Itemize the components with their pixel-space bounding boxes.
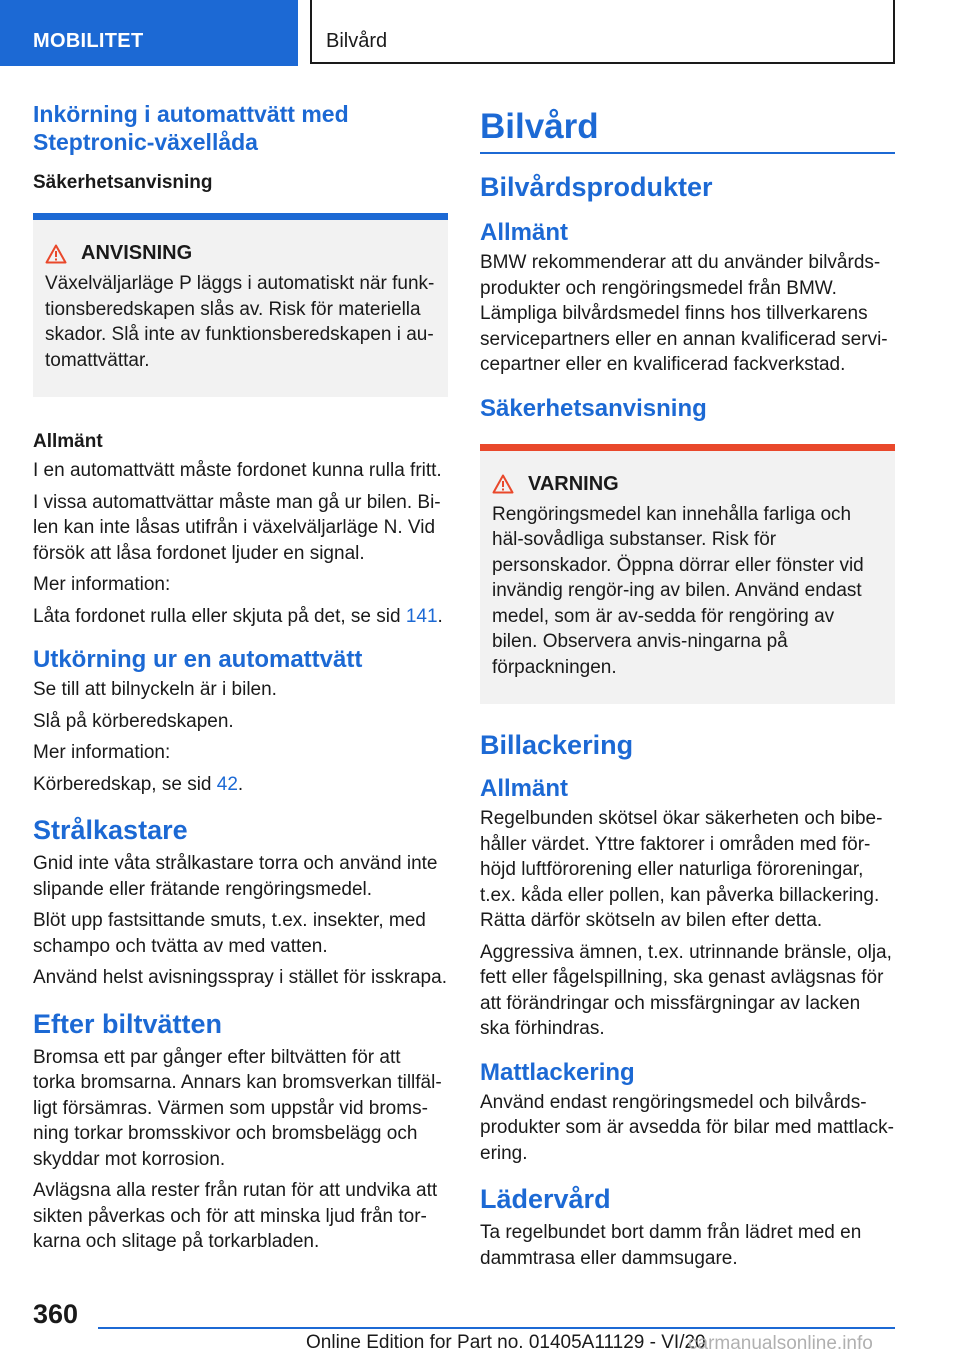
after-wash-paragraph-2: Avlägsna alla rester från rutan för att undvika att sikten påverkas och för att minska ljud från tor-karna och slitage på torkarbladen. <box>33 1180 438 1252</box>
leather-heading: Lädervård <box>480 1184 611 1214</box>
warning-text: Rengöringsmedel kan innehålla farliga och häl-sovådliga substanser. Risk för personskador. Öppna dörrar eller fönster vid invändig rengör-ing av bilen. Använd endast medel, som är av-sedda för rengöring av bilen. Observera anvis-ningarna på förpackningen. <box>492 503 864 678</box>
caution-triangle-icon <box>45 244 67 264</box>
section-heading-carwash-entry: Inkörning i automattvätt med Steptronic-växellåda <box>33 101 349 155</box>
exit-heading: Utkörning ur en automattvätt <box>33 646 363 673</box>
paint-general-heading: Allmänt <box>480 775 569 802</box>
page-footer <box>0 1295 960 1362</box>
products-general-paragraph: BMW rekommenderar att du använder bilvårds-produkter och rengöringsmedel från BMW. Lämpliga bilvårdsmedel finns hos tillverkarens servicepartners eller en annan kvalificerad servi-cepartner eller en kvalificerad fackverkstad. <box>480 252 888 375</box>
footer-divider <box>98 1327 895 1329</box>
general-paragraph-2: I vissa automattvättar måste man gå ur bilen. Bi-len kan inte låsas utifrån i växelväljarläge N. Vid försök att låsa fordonet ljuder en signal. <box>33 491 441 564</box>
exit-paragraph-2: Slå på körberedskapen. <box>33 710 234 732</box>
edition-text: Online Edition for Part no. 01405A11129 - VI/20 <box>306 1332 706 1353</box>
safety-heading-right: Säkerhetsanvisning <box>480 394 707 422</box>
products-general-heading: Allmänt <box>480 219 569 246</box>
headlights-heading: Strålkastare <box>33 815 188 845</box>
general-reference: Låta fordonet rulla eller skjuta på det, se sid 141. <box>33 605 443 627</box>
warning-triangle-icon <box>492 474 514 494</box>
exit-paragraph-1: Se till att bilnyckeln är i bilen. <box>33 679 277 700</box>
exit-reference: Körberedskap, se sid 42. <box>33 773 244 795</box>
leather-paragraph: Ta regelbundet bort damm från lädret med en dammtrasa eller dammsugare. <box>480 1222 862 1269</box>
warning-box <box>480 444 895 705</box>
section-tab[interactable]: MOBILITET <box>0 0 298 66</box>
matte-paragraph: Använd endast rengöringsmedel och bilvårds-produkter som är avsedda för bilar med mattlack-ering. <box>480 1091 894 1164</box>
after-wash-paragraph-1: Bromsa ett par gånger efter biltvätten för att torka bromsarna. Annars kan bromsverkan tillfäl-ligt försämras. Värmen som uppstår vid broms-ning torkar bromsskivor och bromsbelägg och skyddar mot korrosion. <box>33 1046 442 1170</box>
headlights-paragraph-1: Gnid inte våta strålkastare torra och använd inte slipande eller frätande rengöringsmedel. <box>33 853 438 900</box>
page-header <box>0 0 960 66</box>
page-number: 360 <box>33 1299 79 1329</box>
after-wash-heading: Efter biltvätten <box>33 1008 223 1039</box>
notice-label: ANVISNING <box>81 242 193 264</box>
notice-title <box>45 242 436 265</box>
general-heading: Allmänt <box>33 431 103 452</box>
warning-title <box>492 473 883 496</box>
notice-box <box>33 213 448 397</box>
notice-text: Växelväljarläge P läggs i automatiskt när funk-tionsberedskapen slås av. Risk för materiella skador. Slå inte av funktionsberedskapen i au-tomattvättar. <box>45 273 435 371</box>
paint-paragraph-2: Aggressiva ämnen, t.ex. utrinnande bränsle, olja, fett eller fågelspillning, ska genast avlägsnas för att förändringar och missfärgningar av lacken ska förhindras. <box>480 941 892 1039</box>
page-link-141[interactable]: 141 <box>405 605 438 627</box>
warning-label: VARNING <box>528 472 619 495</box>
page-link-42[interactable]: 42 <box>216 773 238 795</box>
products-heading: Bilvårdsprodukter <box>480 172 713 202</box>
general-paragraph-1: I en automattvätt måste fordonet kunna rulla fritt. <box>33 460 442 481</box>
paint-paragraph-1: Regelbunden skötsel ökar säkerheten och bibe-håller värdet. Yttre faktorer i områden med för-höjd luftförorening eller naturliga föroreningar, t.ex. kåda eller pollen, kan påverka billackering. Rätta därför skötseln av bilen efter detta. <box>480 808 883 931</box>
matte-heading: Mattlackering <box>480 1058 635 1086</box>
chapter-title: Bilvård <box>480 106 895 154</box>
exit-more-info: Mer information: <box>33 742 171 763</box>
general-more-info: Mer information: <box>33 574 171 595</box>
chapter-tab[interactable]: Bilvård <box>310 0 895 64</box>
left-column <box>33 100 448 1261</box>
safety-heading: Säkerhetsanvisning <box>33 172 213 193</box>
headlights-paragraph-3: Använd helst avisningsspray i stället för isskrapa. <box>33 967 447 988</box>
paint-heading: Billackering <box>480 730 634 760</box>
watermark-text: carmanualsonline.info <box>688 1333 873 1354</box>
headlights-paragraph-2: Blöt upp fastsittande smuts, t.ex. insekter, med schampo och tvätta av med vatten. <box>33 910 426 957</box>
right-column <box>480 100 895 1277</box>
